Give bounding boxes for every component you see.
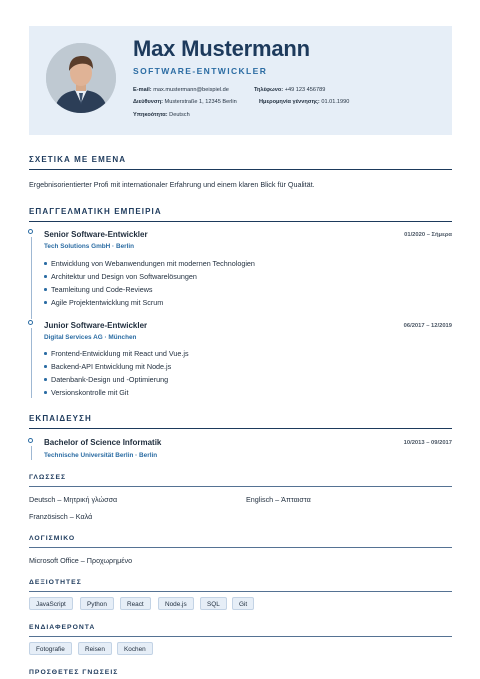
job-bullet-text: Datenbank-Design und -Optimierung [51, 375, 169, 384]
email-line [133, 87, 229, 93]
languages-divider [29, 486, 452, 487]
job-bullet-text: Entwicklung von Webanwendungen mit modernen Technologien [51, 259, 255, 268]
job-bullet-text: Backend-API Entwicklung mit Node.js [51, 362, 172, 371]
skill-chip: Node.js [158, 597, 194, 610]
phone-value: +49 123 456789 [284, 87, 326, 93]
birthdate-value: 01.01.1990 [321, 99, 350, 105]
address-value: Musterstraße 1, 12345 Berlin [164, 99, 237, 105]
phone-line [254, 87, 325, 93]
education-divider [29, 428, 452, 429]
interests-divider [29, 636, 452, 637]
job-bullet [44, 375, 168, 384]
skills-divider [29, 591, 452, 592]
about-title: ΣΧΕΤΙΚΑ ΜΕ ΕΜΕΝΑ [29, 155, 127, 164]
skill-chip: Python [80, 597, 114, 610]
about-text: Ergebnisorientierter Profi mit internationaler Erfahrung und einem klaren Blick für Qualität. [29, 180, 315, 189]
job-company: Digital Services AG · München [44, 334, 137, 341]
job-bullet [44, 298, 163, 307]
job-bullet [44, 259, 255, 268]
timeline-marker [28, 229, 33, 234]
languages-title: ΓΛΩΣΣΕΣ [29, 474, 67, 481]
software-title: ΛΟΓΙΣΜΙΚΟ [29, 535, 76, 542]
nationality-value: Deutsch [169, 112, 190, 118]
job-bullet-text: Architektur und Design von Softwarelösungen [51, 272, 197, 281]
nationality-line [133, 112, 190, 118]
about-divider [29, 169, 452, 170]
job-bullet [44, 272, 197, 281]
job-bullet-text: Teamleitung und Code-Reviews [51, 285, 153, 294]
education-date: 10/2013 – 09/2017 [403, 440, 452, 446]
address-line [133, 99, 237, 105]
university-name: Technische Universität Berlin · Berlin [44, 452, 158, 459]
interest-chip: Kochen [117, 642, 153, 655]
timeline-marker [28, 320, 33, 325]
job-date: 06/2017 – 12/2019 [403, 323, 452, 329]
interests-title: ΕΝΔΙΑΦΕΡΟΝΤΑ [29, 624, 96, 631]
language-item: Deutsch – Μητρική γλώσσα [29, 495, 118, 504]
interest-chip: Fotografie [29, 642, 72, 655]
address-label: Διεύθυνση: [133, 99, 163, 105]
language-item: Französisch – Καλά [29, 512, 93, 521]
timeline-line [31, 446, 32, 460]
job-bullet [44, 285, 152, 294]
profile-photo [46, 43, 116, 113]
job-bullet [44, 362, 171, 371]
job-bullet [44, 349, 189, 358]
experience-divider [29, 221, 452, 222]
job-bullet-text: Versionskontrolle mit Git [51, 388, 129, 397]
person-name: Max Mustermann [133, 36, 310, 61]
job-date: 01/2020 – Σήμερα [404, 232, 452, 238]
job-bullet-text: Agile Projektentwicklung mit Scrum [51, 298, 164, 307]
software-item: Microsoft Office – Προχωρημένο [29, 556, 133, 565]
skill-chip: SQL [200, 597, 227, 610]
timeline-marker [28, 438, 33, 443]
job-bullet [44, 388, 129, 397]
timeline-line [31, 237, 32, 319]
job-company: Tech Solutions GmbH · Berlin [44, 243, 135, 250]
job-role: SOFTWARE-ENTWICKLER [133, 66, 268, 76]
skill-chip: React [120, 597, 151, 610]
skill-chip: Git [232, 597, 254, 610]
birthdate-line [259, 99, 349, 105]
email-value: max.mustermann@beispiel.de [153, 87, 229, 93]
phone-label: Τηλέφωνο: [254, 87, 284, 93]
skills-title: ΔΕΞΙΟΤΗΤΕΣ [29, 579, 82, 586]
additional-knowledge-title: ΠΡΟΣΘΕΤΕΣ ΓΝΩΣΕΙΣ [29, 669, 119, 676]
degree-title: Bachelor of Science Informatik [44, 438, 162, 447]
experience-title: ΕΠΑΓΓΕΛΜΑΤΙΚΗ ΕΜΠΕΙΡΙΑ [29, 207, 162, 216]
language-item: Englisch – Άπταιστα [246, 495, 311, 504]
email-label: E-mail: [133, 87, 152, 93]
timeline-line [31, 328, 32, 398]
birthdate-label: Ημερομηνία γέννησης: [259, 99, 320, 105]
skill-chip: JavaScript [29, 597, 73, 610]
job-title: Senior Software-Entwickler [44, 230, 148, 239]
job-bullet-text: Frontend-Entwicklung mit React und Vue.js [51, 349, 189, 358]
education-title: ΕΚΠΑΙΔΕΥΣΗ [29, 414, 92, 423]
job-title: Junior Software-Entwickler [44, 321, 148, 330]
interest-chip: Reisen [78, 642, 112, 655]
nationality-label: Υπηκοότητα: [133, 112, 168, 118]
software-divider [29, 547, 452, 548]
